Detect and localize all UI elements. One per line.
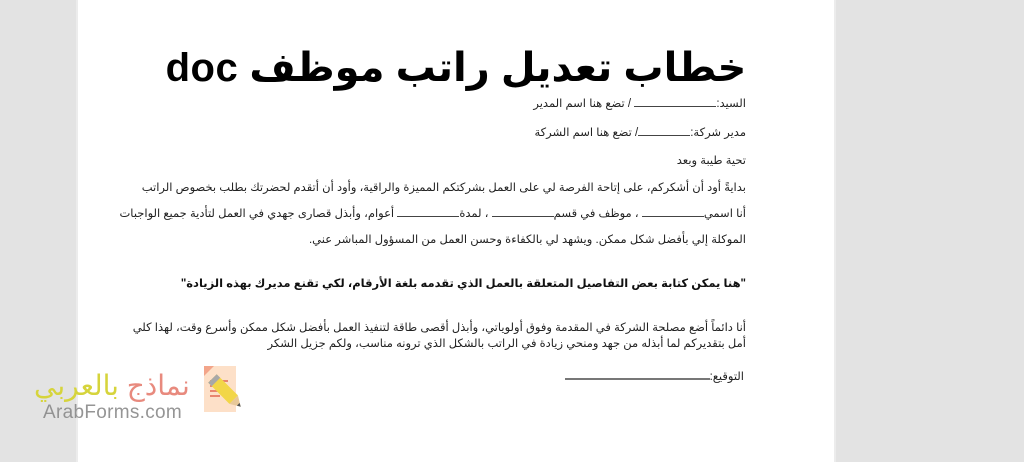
name-label: أنا اسمي	[703, 208, 746, 220]
signature-label: التوقيع:	[709, 371, 744, 383]
duration-label: ، لمدة	[459, 208, 489, 220]
mr-label: السيد:	[716, 98, 746, 110]
paragraph-1-line-2	[119, 206, 746, 222]
duration-blank	[397, 206, 459, 217]
document-title: خطاب تعديل راتب موظف doc	[165, 46, 747, 90]
company-line	[534, 125, 746, 141]
watermark-arabic-part1: نماذج	[126, 370, 190, 401]
duration-text: أعوام، وأبذل قصارى جهدي في العمل لتأدية جميع الواجبات	[119, 208, 395, 220]
watermark-arabic-part2: بالعربي	[34, 370, 119, 401]
paragraph-1-line-3: الموكلة إلي بأفضل شكل ممكن. ويشهد لي بالكفاءة وحسن العمل من المسؤول المباشر عني.	[308, 234, 746, 246]
paragraph-2-line-1: أنا دائماً أضع مصلحة الشركة في المقدمة وفوق أولوياتي، وأبذل أقصى طاقة لتنفيذ العمل بأفضل شكل ممكن وأسرع وقت، لهذا كلي	[132, 322, 746, 334]
signature-blank	[565, 366, 710, 380]
employee-name-blank	[642, 206, 704, 217]
department-blank	[492, 206, 554, 217]
watermark-arabic-text	[34, 370, 190, 402]
company-label: مدير شركة:	[690, 127, 746, 139]
greeting: تحية طيبة وبعد	[676, 155, 746, 167]
manager-name-blank	[634, 96, 716, 107]
department-label: ، موظف في قسم	[553, 208, 639, 220]
arabforms-watermark	[18, 362, 258, 432]
mr-hint: / تضع هنا اسم المدير	[533, 98, 632, 110]
paragraph-1-line-1: بدايةً أود أن أشكركم، على إتاحة الفرصة لي على العمل بشركتكم المميزة والراقية، وأود أن أتقدم لحضرتك بطلب بخصوص الراتب	[141, 182, 746, 194]
paragraph-2-line-2: أمل بتقديركم لما أبذله من جهد ومنحي زيادة في الراتب بالشكل الذي ترونه مناسب، ولكم جزيل الشكر	[267, 338, 746, 350]
document-pencil-icon	[196, 362, 252, 418]
company-name-blank	[638, 125, 690, 136]
company-hint: / تضع هنا اسم الشركة	[534, 127, 639, 139]
addressee-line	[533, 96, 746, 112]
signature-line	[565, 366, 744, 385]
watermark-latin-text: ArabForms.com	[43, 402, 183, 423]
instruction-note: "هنا يمكن كتابة بعض التفاصيل المتعلقة بالعمل الذي تقدمه بلغة الأرقام، لكي تقنع مديرك بهذه الزيادة"	[180, 278, 746, 290]
